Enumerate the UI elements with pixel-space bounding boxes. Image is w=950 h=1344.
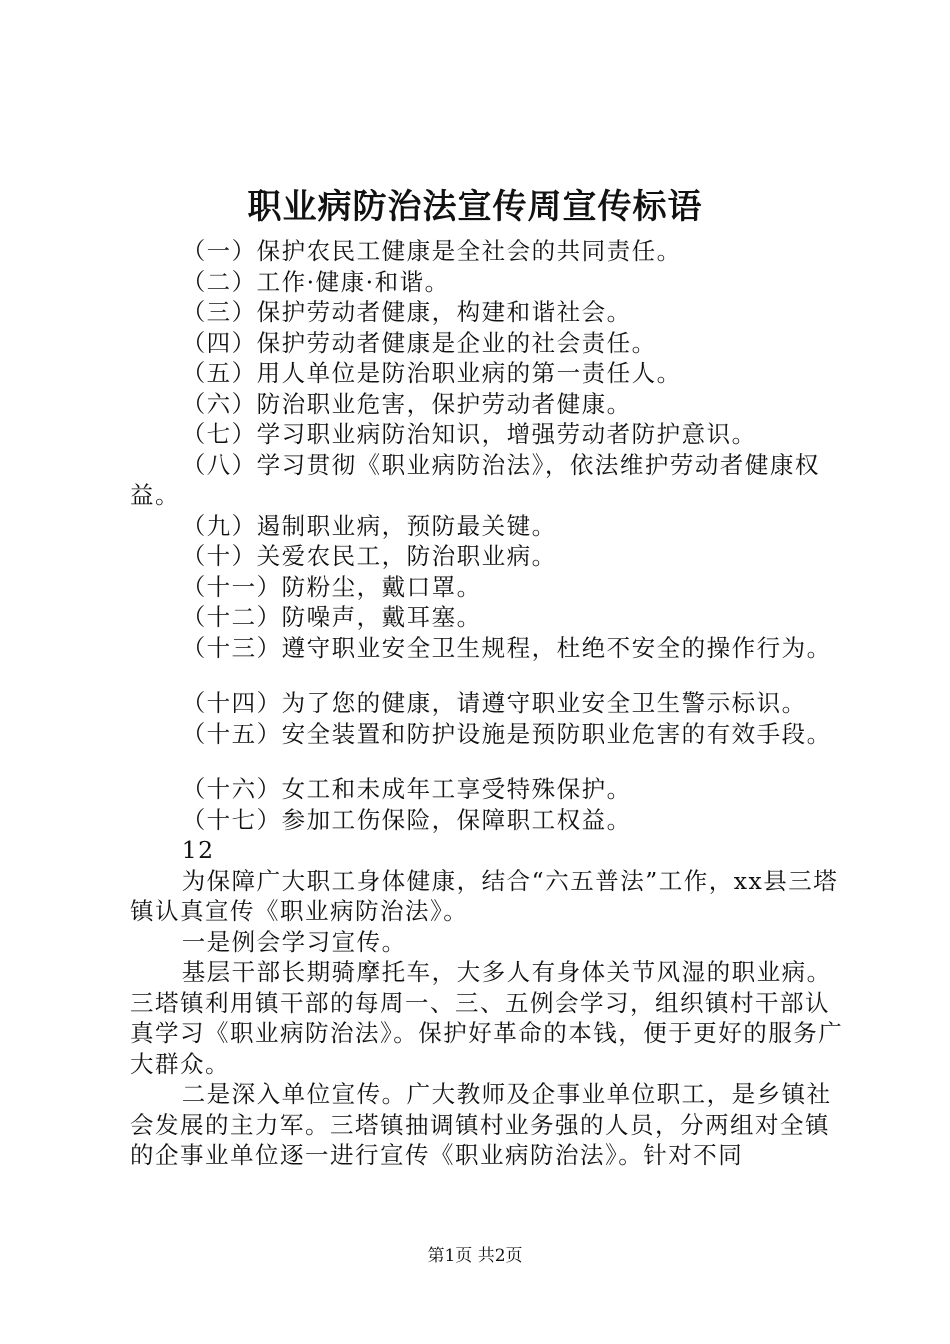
slogan-16: （十六）女工和未成年工享受特殊保护。	[181, 775, 632, 803]
slogan-6: （六）防治职业危害，保护劳动者健康。	[181, 389, 632, 418]
slogan-11: （十一）防粉尘，戴口罩。	[181, 572, 482, 601]
slogan-1: （一）保护农民工健康是全社会的共同责任。	[181, 237, 682, 265]
document-title: 职业病防治法宣传周宣传标语	[247, 187, 703, 227]
slogan-9: （九）遏制职业病，预防最关键。	[181, 511, 557, 540]
page-number-text: 12	[181, 836, 215, 864]
slogan-3: （三）保护劳动者健康，构建和谐社会。	[181, 298, 632, 326]
slogan-7: （七）学习职业病防治知识，增强劳动者防护意识。	[181, 420, 757, 448]
paragraph-heading-1: 一是例会学习宣传。	[181, 927, 407, 956]
slogan-15: （十五）安全装置和防护设施是预防职业危害的有效手段。	[181, 719, 832, 748]
page-footer: 第1页 共2页	[427, 1246, 523, 1266]
slogan-5: （五）用人单位是防治职业病的第一责任人。	[181, 359, 682, 387]
paragraph-intro: 为保障广大职工身体健康，结合“六五普法”工作，xx县三塔镇认真宣传《职业病防治法》。	[130, 866, 839, 925]
slogan-12: （十二）防噪声，戴耳塞。	[181, 603, 482, 631]
slogan-13: （十三）遵守职业安全卫生规程，杜绝不安全的操作行为。	[181, 633, 832, 662]
document-body	[130, 236, 850, 1171]
slogan-2: （二）工作·健康·和谐。	[181, 267, 450, 296]
paragraph-unit-publicity: 二是深入单位宣传。广大教师及企事业单位职工，是乡镇社会发展的主力军。三塔镇抽调镇村业务强的人员，分两组对全镇的企事业单位逐一进行宣传《职业病防治法》。针对不同	[130, 1080, 832, 1169]
slogan-17: （十七）参加工伤保险，保障职工权益。	[181, 805, 632, 834]
slogan-10: （十）关爱农民工，防治职业病。	[181, 542, 557, 570]
slogan-4: （四）保护劳动者健康是企业的社会责任。	[181, 328, 657, 357]
slogan-14: （十四）为了您的健康，请遵守职业安全卫生警示标识。	[181, 689, 807, 717]
slogan-8: （八）学习贯彻《职业病防治法》，依法维护劳动者健康权益。	[130, 450, 820, 509]
paragraph-meeting-study: 基层干部长期骑摩托车，大多人有身体关节风湿的职业病。三塔镇利用镇干部的每周一、三、五例会学习，组织镇村干部认真学习《职业病防治法》。保护好革命的本钱，便于更好的服务广大群众。	[130, 958, 844, 1078]
